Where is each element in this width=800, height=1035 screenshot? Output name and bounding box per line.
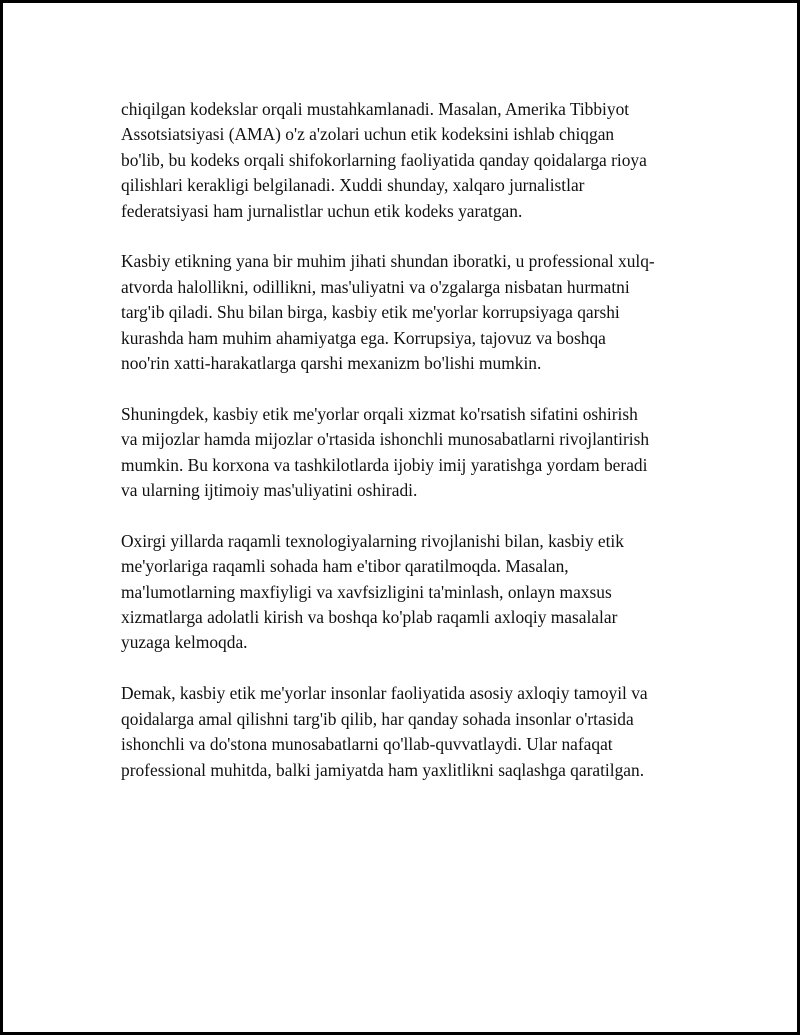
text-line: Demak, kasbiy etik me'yorlar insonlar faoliyatida asosiy axloqiy tamoyil va — [121, 683, 648, 704]
paragraph — [121, 97, 701, 224]
text-line: targ'ib qiladi. Shu bilan birga, kasbiy etik me'yorlar korrupsiyaga qarshi — [121, 302, 620, 323]
text-line: Kasbiy etikning yana bir muhim jihati shundan iboratki, u professional xulq- — [121, 251, 655, 272]
text-line: ma'lumotlarning maxfiyligi va xavfsizligini ta'minlash, onlayn maxsus — [121, 581, 612, 602]
text-line: qoidalarga amal qilishni targ'ib qilib, har qanday sohada insonlar o'rtasida — [121, 708, 634, 729]
paragraph — [121, 681, 701, 783]
text-line: Shuningdek, kasbiy etik me'yorlar orqali xizmat ko'rsatish sifatini oshirish — [121, 403, 638, 424]
paragraph — [121, 529, 701, 656]
paragraph — [121, 402, 701, 504]
text-line: Assotsiatsiyasi (AMA) o'z a'zolari uchun etik kodeksini ishlab chiqgan — [121, 124, 615, 145]
text-line: Oxirgi yillarda raqamli texnologiyalarning rivojlanishi bilan, kasbiy etik — [121, 530, 624, 551]
text-line: mumkin. Bu korxona va tashkilotlarda ijobiy imij yaratishga yordam beradi — [121, 454, 648, 475]
paragraph — [121, 249, 701, 376]
text-line: yuzaga kelmoqda. — [121, 632, 248, 653]
text-line: kurashda ham muhim ahamiyatga ega. Korrupsiya, tajovuz va boshqa — [121, 327, 606, 348]
text-line: atvorda halollikni, odillikni, mas'uliyatni va o'zgalarga nisbatan hurmatni — [121, 276, 630, 297]
text-line: federatsiyasi ham jurnalistlar uchun etik kodeks yaratgan. — [121, 200, 523, 221]
text-line: noo'rin xatti-harakatlarga qarshi mexanizm bo'lishi mumkin. — [121, 353, 542, 374]
document-body — [121, 97, 701, 808]
text-line: professional muhitda, balki jamiyatda ham yaxlitlikni saqlashga qaratilgan. — [121, 759, 645, 780]
text-line: qilishlari kerakligi belgilanadi. Xuddi shunday, xalqaro jurnalistlar — [121, 175, 585, 196]
text-line: xizmatlarga adolatli kirish va boshqa ko'plab raqamli axloqiy masalalar — [121, 607, 618, 628]
text-line: va ularning ijtimoiy mas'uliyatini oshiradi. — [121, 480, 418, 501]
text-line: ishonchli va do'stona munosabatlarni qo'llab-quvvatlaydi. Ular nafaqat — [121, 734, 613, 755]
text-line: va mijozlar hamda mijozlar o'rtasida ishonchli munosabatlarni rivojlantirish — [121, 429, 650, 450]
text-line: bo'lib, bu kodeks orqali shifokorlarning faoliyatida qanday qoidalarga rioya — [121, 149, 647, 170]
text-line: me'yorlariga raqamli sohada ham e'tibor qaratilmoqda. Masalan, — [121, 556, 569, 577]
text-line: chiqilgan kodekslar orqali mustahkamlanadi. Masalan, Amerika Tibbiyot — [121, 99, 630, 119]
